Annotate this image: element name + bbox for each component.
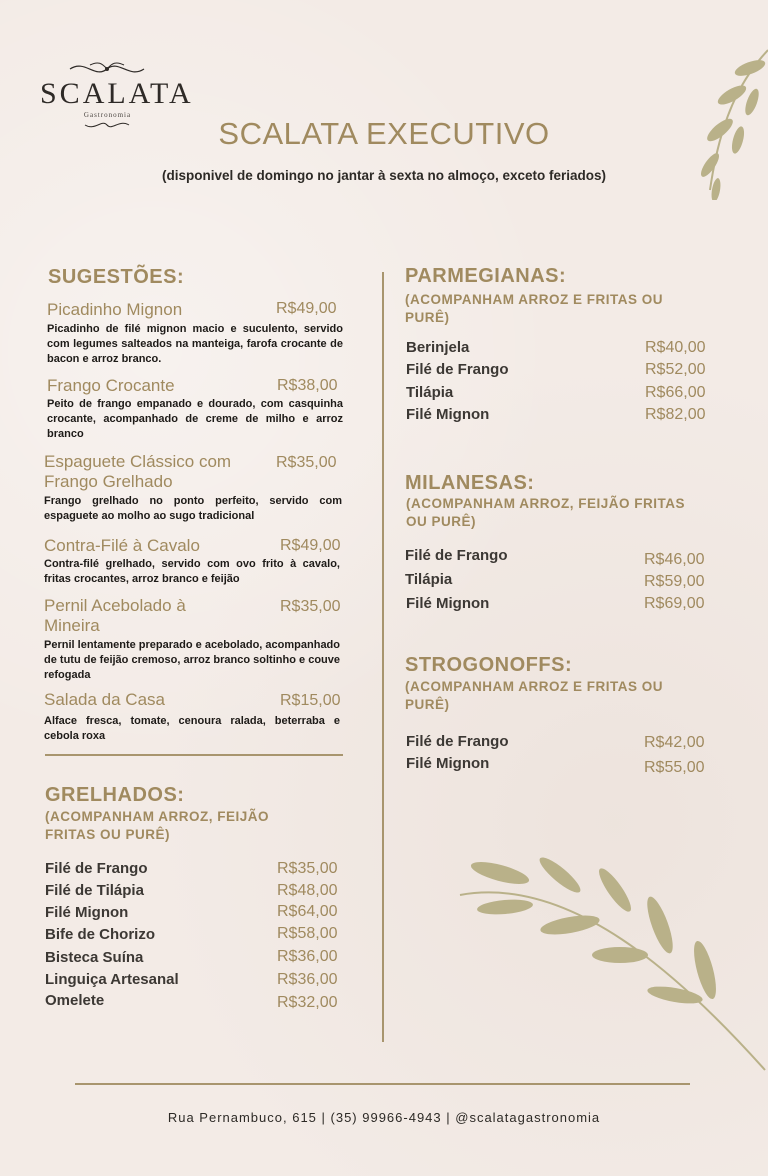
footer-contact: Rua Pernambuco, 615 | (35) 99966-4943 | @scalatagastronomia bbox=[167, 1110, 601, 1125]
dish-name: Picadinho Mignon bbox=[47, 300, 183, 319]
menu-item-price: R$40,00 bbox=[645, 339, 706, 356]
dish-price: R$35,00 bbox=[280, 598, 341, 615]
dish-description: Frango grelhado no ponto perfeito, servido com espaguete ao molho ao sugo tradicional bbox=[44, 495, 342, 522]
brand-subtitle: Gastronomia bbox=[83, 111, 132, 119]
menu-item-name: Filé Mignon bbox=[45, 904, 129, 921]
dish-name: Contra-Filé à Cavalo bbox=[44, 536, 200, 555]
dish-price: R$35,00 bbox=[276, 454, 337, 471]
dish-description: Alface fresca, tomate, cenoura ralada, beterraba e cebola roxa bbox=[44, 715, 340, 742]
section-title-milanesas: MILANESAS: bbox=[405, 472, 535, 494]
column-divider bbox=[382, 272, 384, 1042]
menu-item-price: R$46,00 bbox=[644, 551, 705, 568]
menu-item-name: Filé Mignon bbox=[406, 595, 490, 612]
menu-item-name: Bisteca Suína bbox=[45, 949, 144, 966]
menu-item-price: R$36,00 bbox=[277, 971, 338, 988]
menu-item-price: R$36,00 bbox=[277, 948, 338, 965]
brand-name: SCALATA bbox=[40, 77, 194, 110]
menu-item-name: Filé Mignon bbox=[406, 755, 490, 772]
dish-name: Espaguete Clássico com Frango Grelhado bbox=[44, 452, 232, 491]
menu-item-name: Filé de Tilápia bbox=[45, 882, 144, 899]
dish-price: R$38,00 bbox=[277, 377, 338, 394]
menu-item-name: Filé de Frango bbox=[406, 361, 509, 378]
menu-item-name: Bife de Chorizo bbox=[45, 926, 156, 943]
page-title: SCALATA EXECUTIVO bbox=[218, 116, 550, 151]
dish-price: R$49,00 bbox=[280, 537, 341, 554]
menu-item-name: Omelete bbox=[45, 992, 105, 1009]
section-title-strogonoffs: STROGONOFFS: bbox=[405, 654, 573, 676]
footer-divider bbox=[75, 1083, 690, 1085]
section-title-parmegianas: PARMEGIANAS: bbox=[405, 265, 567, 287]
menu-item-price: R$42,00 bbox=[644, 734, 705, 751]
section-title-grelhados: GRELHADOS: bbox=[45, 784, 185, 806]
section-note-grelhados: (ACOMPANHAM ARROZ, FEIJÃO FRITAS OU PURÊ) bbox=[45, 809, 269, 842]
menu-item-price: R$69,00 bbox=[644, 595, 705, 612]
section-note-strogonoffs: (ACOMPANHAM ARROZ E FRITAS OU PURÊ) bbox=[405, 679, 663, 712]
menu-item-price: R$66,00 bbox=[645, 384, 706, 401]
menu-item-name: Filé de Frango bbox=[405, 547, 508, 564]
dish-price: R$49,00 bbox=[276, 300, 337, 317]
dish-name: Salada da Casa bbox=[44, 690, 165, 709]
menu-item-price: R$32,00 bbox=[277, 994, 338, 1011]
dish-name: Pernil Acebolado à Mineira bbox=[44, 596, 186, 635]
menu-item-price: R$35,00 bbox=[277, 860, 338, 877]
menu-item-name: Filé de Frango bbox=[45, 860, 148, 877]
menu-item-price: R$48,00 bbox=[277, 882, 338, 899]
section-note-milanesas: (ACOMPANHAM ARROZ, FEIJÃO FRITAS OU PURÊ) bbox=[406, 496, 685, 529]
page-subtitle: (disponivel de domingo no jantar à sexta no almoço, exceto feriados) bbox=[161, 168, 607, 183]
menu-item-name: Tilápia bbox=[405, 571, 453, 588]
menu-item-price: R$64,00 bbox=[277, 903, 338, 920]
menu-item-name: Linguiça Artesanal bbox=[45, 971, 179, 988]
menu-item-price: R$82,00 bbox=[645, 406, 706, 423]
dish-description: Peito de frango empanado e dourado, com casquinha crocante, acompanhado de creme de milho e arroz branco bbox=[47, 398, 343, 440]
menu-item-price: R$58,00 bbox=[277, 925, 338, 942]
section-title-sugestoes: SUGESTÕES: bbox=[48, 266, 185, 288]
leaf-branch-icon bbox=[450, 855, 768, 1080]
menu-item-price: R$52,00 bbox=[645, 361, 706, 378]
section-note-parmegianas: (ACOMPANHAM ARROZ E FRITAS OU PURÊ) bbox=[405, 292, 663, 325]
menu-item-name: Tilápia bbox=[406, 384, 454, 401]
section-divider bbox=[45, 754, 343, 756]
dish-description: Pernil lentamente preparado e acebolado, acompanhado de tutu de feijão cremoso, arroz branco soltinho e couve refogada bbox=[44, 639, 340, 681]
menu-item-price: R$55,00 bbox=[644, 759, 705, 776]
dish-description: Picadinho de filé mignon macio e suculento, servido com legumes salteados na manteiga, farofa crocante de bacon e arroz branco. bbox=[47, 323, 343, 365]
menu-item-name: Filé de Frango bbox=[406, 733, 509, 750]
dish-description: Contra-filé grelhado, servido com ovo frito à cavalo, fritas crocantes, arroz branco e feijão bbox=[44, 558, 340, 585]
menu-item-name: Filé Mignon bbox=[406, 406, 490, 423]
menu-item-name: Berinjela bbox=[406, 339, 470, 356]
dish-price: R$15,00 bbox=[280, 692, 341, 709]
dish-name: Frango Crocante bbox=[47, 376, 175, 395]
menu-item-price: R$59,00 bbox=[644, 573, 705, 590]
